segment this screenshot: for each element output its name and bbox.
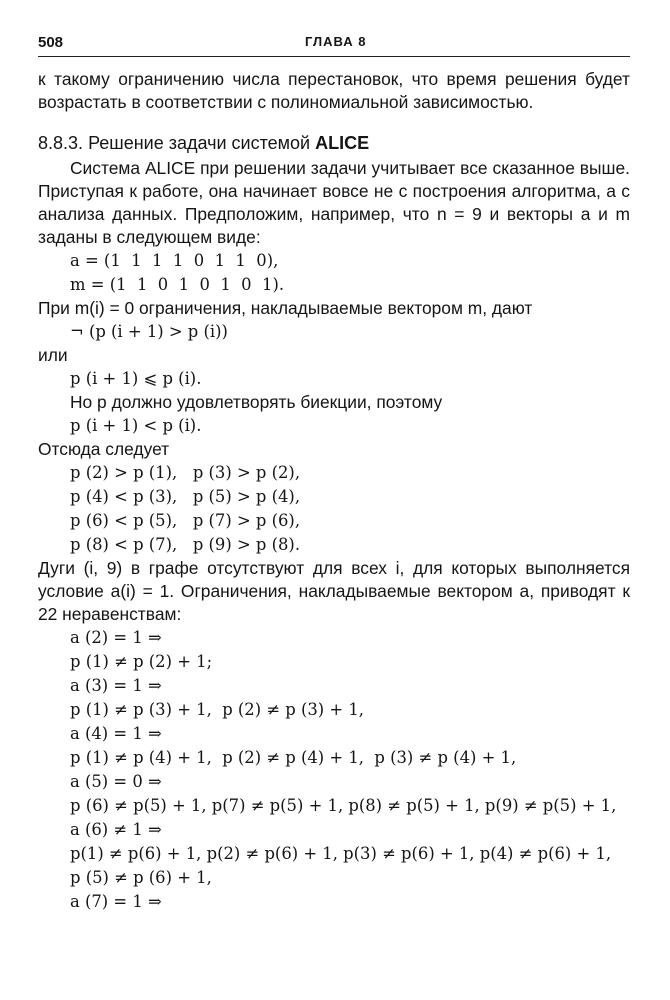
vector-a: a = (1 1 1 1 0 1 1 0),	[70, 251, 279, 270]
implication-line: p (5) ≠ p (6) + 1,	[70, 868, 212, 887]
implication-line: p (6) ≠ p(5) + 1, p(7) ≠ p(5) + 1, p(8) ≠ p(5) + 1, p(9) ≠ p(5) + 1,	[70, 796, 617, 815]
formula-lt: p (i + 1) < p (i).	[70, 416, 202, 435]
inequality-line: p (6) < p (5), p (7) > p (6),	[70, 511, 301, 530]
header-rule	[38, 56, 630, 57]
page-header	[38, 30, 630, 54]
implication-line: a (4) = 1 ⇒	[70, 724, 162, 743]
implication-line: p (1) ≠ p (4) + 1, p (2) ≠ p (4) + 1, p (3) ≠ p (4) + 1,	[70, 748, 517, 767]
section-number: 8.8.3.	[38, 133, 84, 153]
implication-line: p(1) ≠ p(6) + 1, p(2) ≠ p(6) + 1, p(3) ≠ p(6) + 1, p(4) ≠ p(6) + 1,	[70, 844, 612, 863]
page-body	[38, 68, 630, 914]
implication-line: a (6) ≠ 1 ⇒	[70, 820, 162, 839]
line-no: Но p должно удовлетворять биекции, поэтому	[70, 392, 443, 412]
vector-m: m = (1 1 0 1 0 1 0 1).	[70, 275, 285, 294]
section-title-bold: ALICE	[315, 133, 370, 153]
formula-le: p (i + 1) ⩽ p (i).	[70, 369, 202, 388]
inequality-line: p (4) < p (3), p (5) > p (4),	[70, 487, 301, 506]
line-ili: или	[38, 345, 68, 365]
inequality-line: p (8) < p (7), p (9) > p (8).	[70, 535, 301, 554]
paragraph-arcs: Дуги (i, 9) в графе отсутствуют для всех i, для которых выполняется условие a(i) = 1. Ограничения, накладываемые вектором a, приводят к 22 неравенствам:	[38, 558, 630, 624]
line-otsyuda: Отсюда следует	[38, 439, 170, 459]
implication-line: p (1) ≠ p (3) + 1, p (2) ≠ p (3) + 1,	[70, 700, 364, 719]
formula-not: ¬ (p (i + 1) > p (i))	[70, 322, 228, 341]
implication-line: a (7) = 1 ⇒	[70, 892, 162, 911]
implication-line: p (1) ≠ p (2) + 1;	[70, 652, 213, 671]
running-head: ГЛАВА 8	[305, 34, 367, 49]
section-heading	[38, 132, 630, 155]
implication-line: a (5) = 0 ⇒	[70, 772, 162, 791]
paragraph-alice: Система ALICE при решении задачи учитывает все сказанное выше. Приступая к работе, она начинает вовсе не с построения алгоритма, а с анализа данных. Предположим, например, что n = 9 и векторы a и m заданы в следующем виде:	[38, 158, 630, 247]
paragraph-continuation: к такому ограничению числа перестановок, что время решения будет возрастать в соответствии с полиномиальной зависимостью.	[38, 69, 630, 112]
section-title-text: Решение задачи системой	[88, 133, 311, 153]
inequality-line: p (2) > p (1), p (3) > p (2),	[70, 463, 301, 482]
implication-line: a (3) = 1 ⇒	[70, 676, 162, 695]
implication-line: a (2) = 1 ⇒	[70, 628, 162, 647]
page-number: 508	[38, 34, 64, 51]
line-pri: При m(i) = 0 ограничения, накладываемые вектором m, дают	[38, 298, 533, 318]
